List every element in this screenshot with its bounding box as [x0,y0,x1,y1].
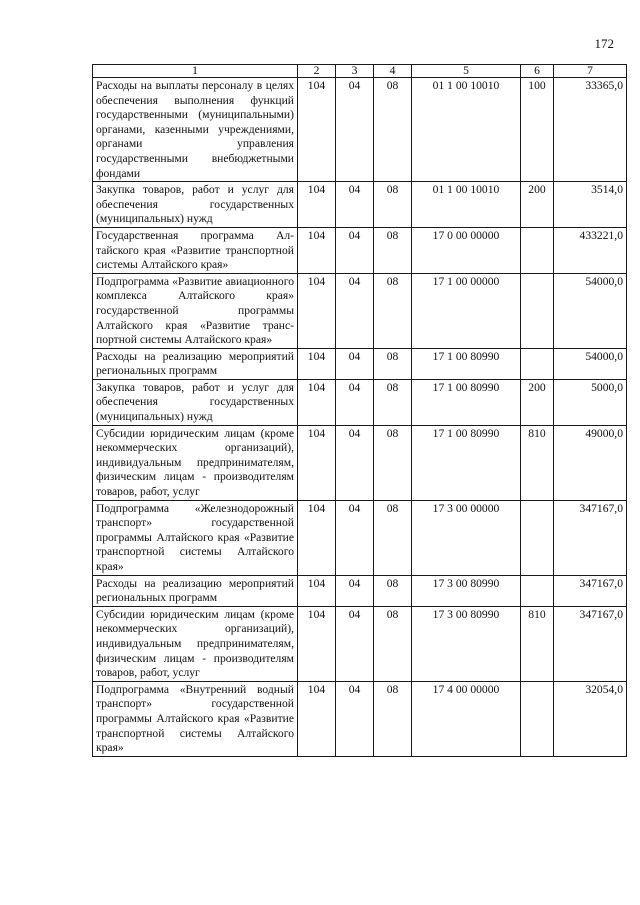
row-section-code: 04 [336,575,374,606]
row-ministry-code: 104 [298,273,336,348]
row-amount: 49000,0 [554,425,627,500]
row-name: Закупка товаров, работ и услуг для обеспечения государственных (муниципальных) нужд [93,182,298,228]
row-target-article: 17 3 00 00000 [412,500,521,575]
row-target-article: 01 1 00 10010 [412,78,521,182]
row-subsection-code: 08 [374,500,412,575]
row-section-code: 04 [336,681,374,756]
row-ministry-code: 104 [298,379,336,425]
row-subsection-code: 08 [374,606,412,681]
table-row [93,575,627,606]
row-name: Государственная программа Алтайского края «Развитие транспортной системы Алтайского края» [93,227,298,273]
row-subsection-code: 08 [374,78,412,182]
row-amount: 32054,0 [554,681,627,756]
row-amount: 33365,0 [554,78,627,182]
table-row [93,606,627,681]
row-section-code: 04 [336,348,374,379]
row-target-article: 17 1 00 00000 [412,273,521,348]
row-amount: 347167,0 [554,606,627,681]
row-expense-type [521,681,554,756]
row-section-code: 04 [336,379,374,425]
row-target-article: 17 1 00 80990 [412,425,521,500]
row-ministry-code: 104 [298,425,336,500]
row-subsection-code: 08 [374,681,412,756]
row-ministry-code: 104 [298,78,336,182]
header-col-5: 5 [412,65,521,78]
row-expense-type [521,575,554,606]
row-subsection-code: 08 [374,379,412,425]
table-row [93,273,627,348]
header-col-6: 6 [521,65,554,78]
row-ministry-code: 104 [298,348,336,379]
row-expense-type [521,227,554,273]
row-amount: 3514,0 [554,182,627,228]
row-subsection-code: 08 [374,425,412,500]
table-row [93,348,627,379]
row-target-article: 17 3 00 80990 [412,575,521,606]
row-target-article: 17 3 00 80990 [412,606,521,681]
row-subsection-code: 08 [374,273,412,348]
row-amount: 5000,0 [554,379,627,425]
row-target-article: 01 1 00 10010 [412,182,521,228]
row-expense-type: 200 [521,182,554,228]
row-ministry-code: 104 [298,575,336,606]
table-row [93,425,627,500]
row-name: Субсидии юридическим лицам (кроме некоммерческих организаций), индивидуальным предпринимателям, физическим лицам - производителям товаров, работ, услуг [93,425,298,500]
row-ministry-code: 104 [298,500,336,575]
table-row [93,227,627,273]
row-ministry-code: 104 [298,606,336,681]
row-section-code: 04 [336,78,374,182]
row-target-article: 17 4 00 00000 [412,681,521,756]
row-amount: 347167,0 [554,575,627,606]
row-ministry-code: 104 [298,681,336,756]
row-expense-type: 810 [521,606,554,681]
row-amount: 347167,0 [554,500,627,575]
row-section-code: 04 [336,500,374,575]
row-section-code: 04 [336,182,374,228]
row-expense-type: 810 [521,425,554,500]
header-col-1: 1 [93,65,298,78]
table-row [93,78,627,182]
header-col-7: 7 [554,65,627,78]
row-name: Подпрограмма «Развитие авиационного комплекса Алтайского края» государственной программы Алтайского края «Развитие транспортной системы Алтайского края» [93,273,298,348]
row-amount: 433221,0 [554,227,627,273]
row-subsection-code: 08 [374,227,412,273]
header-col-2: 2 [298,65,336,78]
row-target-article: 17 1 00 80990 [412,348,521,379]
row-expense-type [521,500,554,575]
row-name: Подпрограмма «Внутренний водный транспорт» государственной программы Алтайского края «Развитие транспортной системы Алтайского края» [93,681,298,756]
row-name: Субсидии юридическим лицам (кроме некоммерческих организаций), индивидуальным предпринимателям, физическим лицам - производителям товаров, работ, услуг [93,606,298,681]
row-section-code: 04 [336,273,374,348]
row-ministry-code: 104 [298,227,336,273]
table-row [93,500,627,575]
row-target-article: 17 0 00 00000 [412,227,521,273]
row-name: Расходы на выплаты персоналу в целях обеспечения выполнения функций государственными (муниципальными) органами, казенными учреждениями, органами управления государственными внебюджетными фондами [93,78,298,182]
row-subsection-code: 08 [374,182,412,228]
table-row [93,681,627,756]
row-expense-type [521,273,554,348]
row-section-code: 04 [336,227,374,273]
row-section-code: 04 [336,425,374,500]
row-ministry-code: 104 [298,182,336,228]
row-amount: 54000,0 [554,348,627,379]
row-target-article: 17 1 00 80990 [412,379,521,425]
row-amount: 54000,0 [554,273,627,348]
table-row [93,379,627,425]
table-row [93,182,627,228]
row-expense-type: 200 [521,379,554,425]
header-col-4: 4 [374,65,412,78]
table-header-row [93,65,627,78]
row-name: Расходы на реализацию мероприятий региональных программ [93,575,298,606]
row-name: Подпрограмма «Железнодорожный транспорт» государственной программы Алтайского края «Развитие транспортной системы Алтайского края» [93,500,298,575]
row-section-code: 04 [336,606,374,681]
row-expense-type: 100 [521,78,554,182]
row-subsection-code: 08 [374,348,412,379]
budget-table [92,64,627,757]
row-name: Закупка товаров, работ и услуг для обеспечения государственных (муниципальных) нужд [93,379,298,425]
row-name: Расходы на реализацию мероприятий региональных программ [93,348,298,379]
page-number: 172 [594,36,614,51]
header-col-3: 3 [336,65,374,78]
row-expense-type [521,348,554,379]
row-subsection-code: 08 [374,575,412,606]
